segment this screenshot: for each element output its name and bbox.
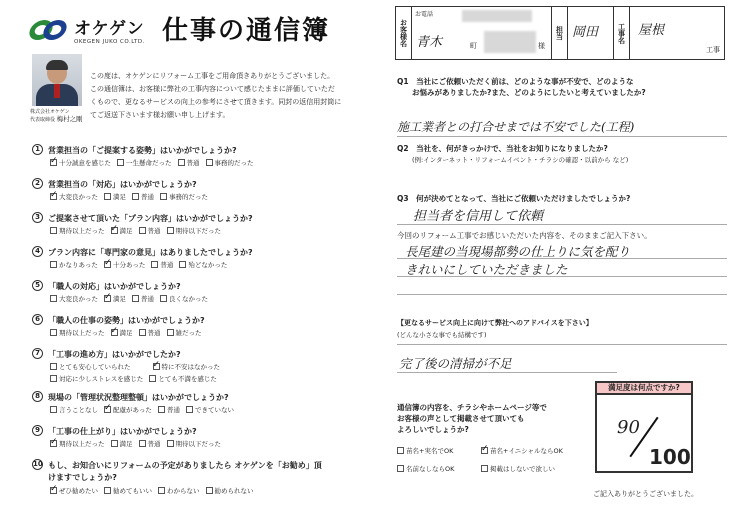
score-value[interactable]: 90 <box>617 417 640 438</box>
tanto-cell <box>568 7 614 59</box>
customer-label: お客様名 <box>396 7 412 59</box>
options-3: 期待以上だった ✓ 満足 普通 期待以下だった <box>50 226 221 235</box>
q3: Q3 何が決めてとなって、当社にご依頼いただけましたでしょうか? <box>397 194 631 203</box>
customer-name[interactable]: 青木 <box>416 35 443 50</box>
president-photo <box>32 54 82 106</box>
advice-answer[interactable]: 完了後の清掃が不足 <box>399 356 512 371</box>
options-4: かなりあった ✓ 十分あった 普通 殆どなかった <box>50 260 227 269</box>
checkbox[interactable] <box>117 159 124 166</box>
q1: Q1 当社にご依頼いただく前は、どのような事が不安で、どのような お悩みがありましたか?また、どのようにしたいと考えていましたか? <box>397 77 646 97</box>
company-logo <box>30 14 145 45</box>
tanto-label: 担当 <box>552 7 568 59</box>
thanks-text: ご記入ありがとうございました。 <box>593 490 698 498</box>
koji-cell: 屋根 工事 <box>630 7 724 59</box>
q1-answer[interactable]: 施工業者との打合せまでは不安でした(工程) <box>397 120 635 134</box>
koji-name[interactable]: 屋根 <box>638 23 665 38</box>
options-2: ✓ 大変良かった 満足 普通 事務的だった <box>50 192 208 201</box>
score-box <box>595 381 693 473</box>
review-line2[interactable]: きれいにしていただきました <box>405 262 568 277</box>
checkbox[interactable] <box>50 159 57 166</box>
president-caption: 株式会社オケゲン 代表取締役 梅村之剛 <box>30 109 83 123</box>
score-label: 満足度は何点ですか? <box>595 381 693 395</box>
brand-name: オケゲン <box>74 19 145 39</box>
koji-label: 工事名 <box>614 7 630 59</box>
options-1: ✓ 十分誠意を感じた 一生懸命だった 普通 事務的だった <box>50 158 254 167</box>
options-6: 期待以上だった ✓ 満足 普通 雑だった <box>50 328 202 337</box>
checkbox[interactable] <box>178 159 185 166</box>
advice-sub: (どんな小さな事でも結構です) <box>397 331 487 339</box>
brand-sub: OKEGEN JUKO CO.LTD. <box>74 39 145 45</box>
q2: Q2 当社を、何がきっかけで、当社をお知りになりましたか? (例:インターネット・リフォームイベント・チラシの確認・以前から など) <box>397 144 629 164</box>
intro-text: この度は、オケゲンにリフォーム工事をご用命頂きありがとうございました。 この通信簿は、お客様に弊社の工事内容について感じたままに評価していただ くもので、更なるサービスの向上の参考にさせて頂きます。同封の返信用封筒に てご返送下さいます様お願い申し上げます。 <box>90 72 342 119</box>
review-line1[interactable]: 長尾建の当現場都勢の仕上りに気を配り <box>405 244 631 259</box>
q3-answer[interactable]: 担当者を信用して依頼 <box>413 209 544 224</box>
options-10: ✓ ぜひ勧めたい 勧めてもいい わからない 勧められない <box>50 486 254 495</box>
logo-icon <box>30 16 70 44</box>
customer-cell: お電話 青木 町 様 <box>412 7 552 59</box>
options-5: 大変良かった ✓ 満足 普通 良くなかった <box>50 294 208 303</box>
page-title: 仕事の通信簿 <box>162 16 331 46</box>
checkbox[interactable] <box>206 159 213 166</box>
customer-header <box>395 6 725 60</box>
options-8: 言うことなし ✓ 配慮があった 普通 できていない <box>50 405 234 414</box>
left-panel: オケゲン OKEGEN JUKO CO.LTD. 仕事の通信簿 株式会社オケゲン 代表取締役 梅村之剛 この度は、オケゲンにリフォーム工事をご用命頂きありがとうございました。 この通信簿は、お客様に弊社の工事内容について感じたままに評価していただ くもので、更なるサービスの向上の参考にさせて頂きます。同封の返信用封筒に てご返送下さいます様お願い申し上げます。 1 営業担当の「ご提案する姿勢」はいかがでしょうか? ✓ 十分誠意を感じた 一生懸命だった 普通 事務的だった 2 営業担当の「対応」はいかがでしょうか? ✓ 大変良かった 満足 普通 事務的だった 3 ご提案させて頂いた「プラン内容」はいかがでしょうか? 期待以上だった ✓ 満足 普通 期待以下だった 4 プラン内容に「専門家の意見」はありましたでしょうか? かなりあった ✓ 十分あった 普通 殆どなかった 5 「職人の対応」はいかがでしょうか? 大変良かった ✓ 満足 普通 良くなかった 6 「職人の仕事の姿勢」はいかがでしょうか? 期待以上だった ✓ 満足 普通 雑だった 7 「工事の進め方」はいかがでしたか? とても安心していられた ✓ 特に不安はなかった 対応に少しストレスを感じた とても不満を感じた 8 現場の「管理状況整理整頓」はいかがでしょうか? 言うことなし ✓ 配慮があった 普通 できていない 9 「工事の仕上がり」はいかがでしょうか? ✓ 期待以上だった 満足 普通 期待以下だった 10 もし、お知合いにリフォームの予定がありましたら オケゲンを「お勧め」頂けますでしょうか? ✓ ぜひ勧めたい 勧めてもいい わからない 勧められない <box>0 0 365 516</box>
score-max: 100 <box>649 445 691 469</box>
options-7a: とても安心していられた ✓ 特に不安はなかった <box>50 362 220 371</box>
advice-prompt: 【更なるサービス向上に向けて弊社へのアドバイスを下さい】 <box>397 319 593 327</box>
options-7b: 対応に少しストレスを感じた とても不満を感じた <box>50 374 217 383</box>
publish-options-a: 苗名+実名でOK ✓ 苗名+イニシャルならOK <box>397 446 563 455</box>
publish-options-b: 名前なしならOK 掲載はしないで欲しい <box>397 464 555 473</box>
review-prompt: 今回のリフォーム工事でお感じいただいた内容を、そのままご記入下さい。 <box>397 231 652 240</box>
publish-question: 通信簿の内容を、チラシやホームページ等で お客様の声として掲載させて頂いても よろしいでしょうか? <box>397 403 547 434</box>
options-9: ✓ 期待以上だった 満足 普通 期待以下だった <box>50 439 221 448</box>
tanto-name[interactable]: 岡田 <box>572 25 599 40</box>
